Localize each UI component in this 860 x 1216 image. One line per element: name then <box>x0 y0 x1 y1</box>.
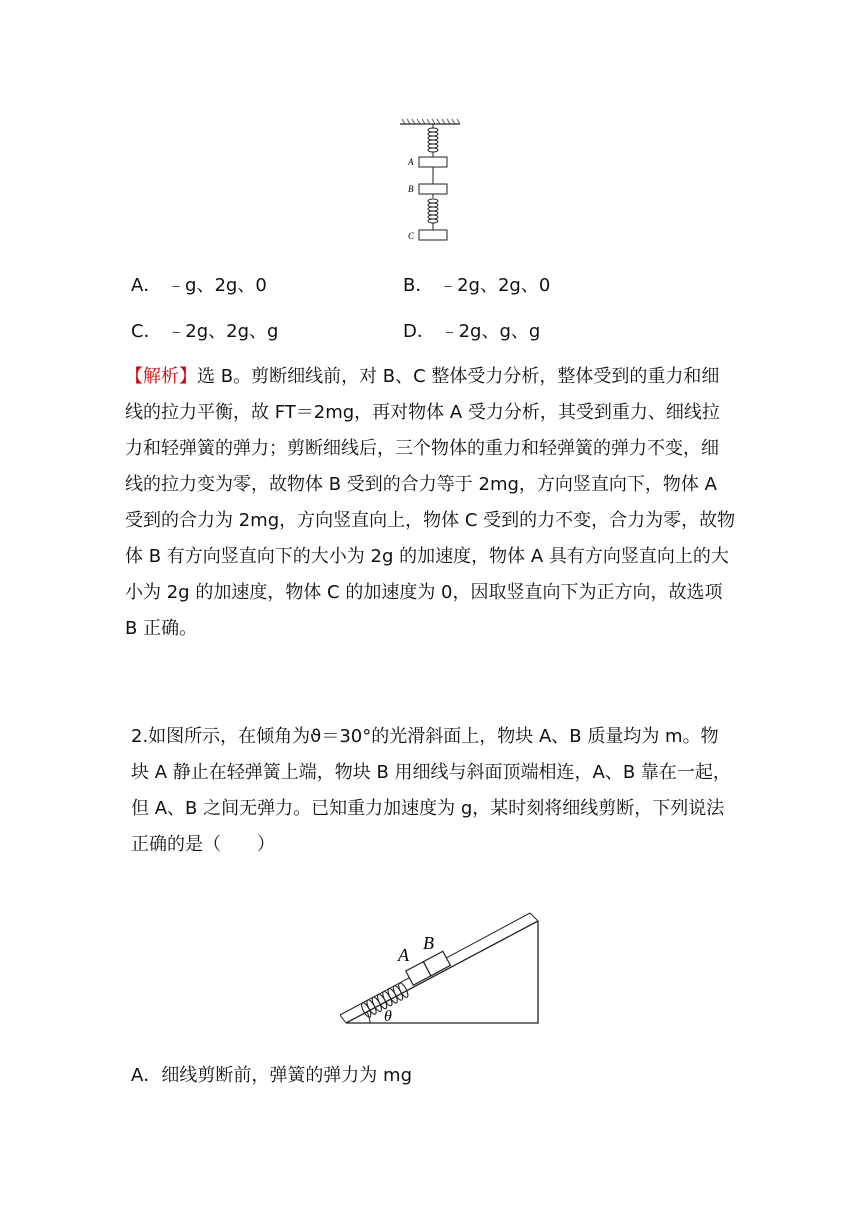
question-2-text: 2.如图所示，在倾角为ϑ＝30°的光滑斜面上，物块 A、B 质量均为 m。物块 A 静止在轻弹簧上端，物块 B 用细线与斜面顶端相连，A、B 靠在一起，但 A、B 之间无弹力。已知重力加速度为 g，某时刻将细线剪断，下列说法正确的是（ ） <box>131 726 731 855</box>
analysis-paragraph <box>125 359 736 647</box>
spring-block-figure <box>395 117 465 247</box>
angle-label: θ <box>384 1008 392 1025</box>
analysis-text: 选 B。剪断细线前，对 B、C 整体受力分析，整体受到的重力和细线的拉力平衡，故 FT＝2mg，再对物体 A 受力分析，其受到重力、细线拉力和轻弹簧的弹力；剪断细线后，三个物体的重力和轻弹簧的弹力不变，细线的拉力变为零，故物体 B 受到的合力等于 2mg，方向竖直向下，物体 A 受到的合力为 2mg，方向竖直向上，物体 C 受到的力不变，合力为零，故物体 B 有方向竖直向下的大小为 2g 的加速度，物体 A 具有方向竖直向上的大小为 2g 的加速度，物体 C 的加速度为 0，因取竖直向下为正方向，故选项 B 正确。 <box>125 366 736 639</box>
incline-figure <box>338 903 548 1033</box>
q2-option-a: A．细线剪断前，弹簧的弹力为 mg <box>131 1065 412 1086</box>
label-b: B <box>408 184 414 194</box>
label-b2: B <box>423 933 434 953</box>
option-b: B． ﹣2g、2g、0 <box>403 275 551 296</box>
label-c: C <box>408 231 415 241</box>
option-a: A． ﹣g、2g、0 <box>131 275 267 296</box>
label-a: A <box>408 157 414 167</box>
option-d: D． ﹣2g、g、g <box>403 321 541 342</box>
label-a2: A <box>398 945 409 965</box>
analysis-tag: 【解析】 <box>125 366 197 387</box>
option-c: C． ﹣2g、2g、g <box>131 321 279 342</box>
